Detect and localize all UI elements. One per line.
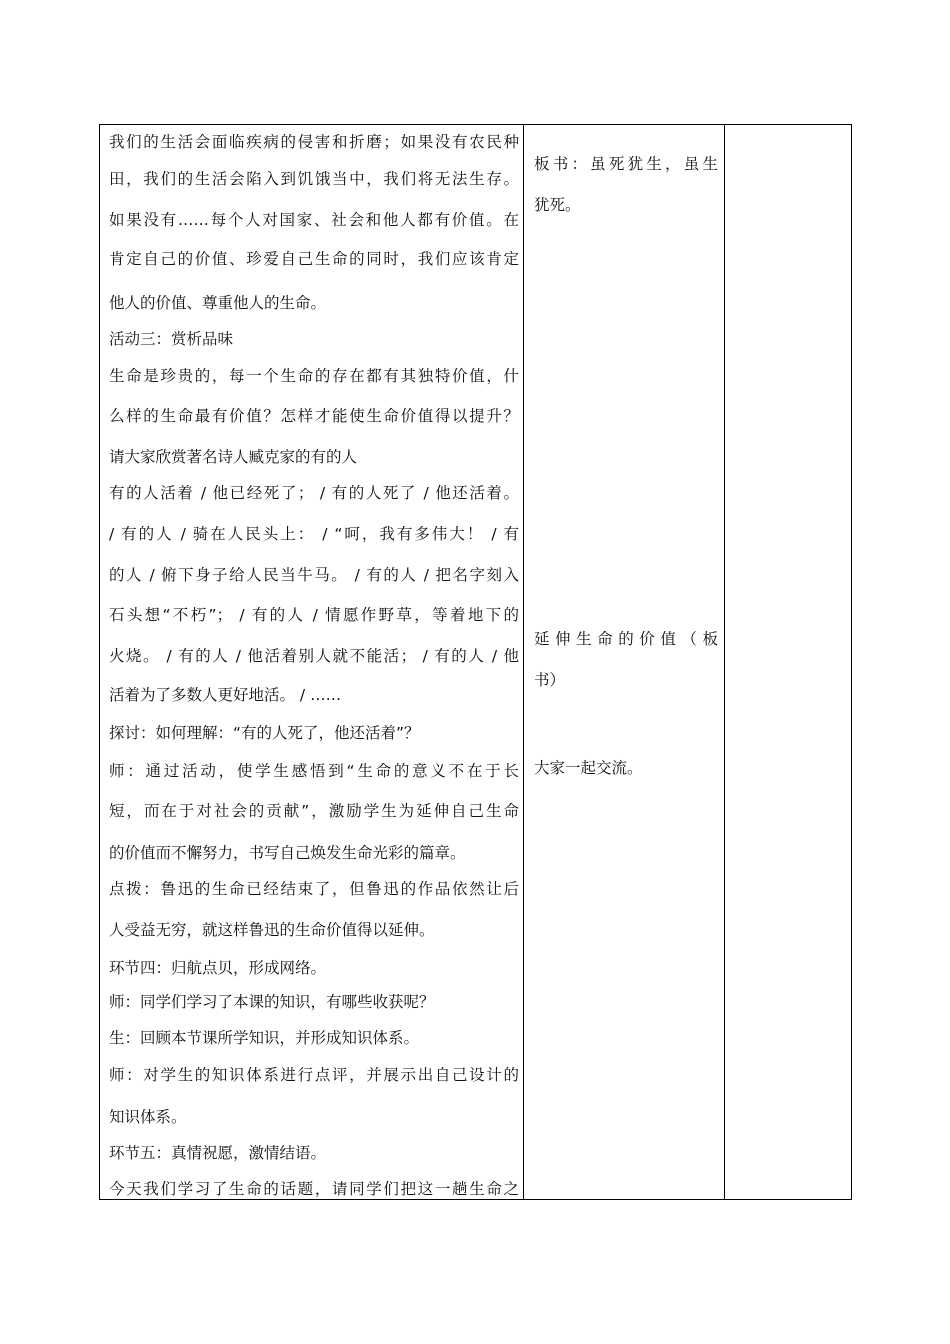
text-line: 点拨：鲁迅的生命已经结束了，但鲁迅的作品依然让后 xyxy=(109,880,519,898)
section-heading: 活动三：赏析品味 xyxy=(109,330,234,348)
text-line: 田，我们的生活会陷入到饥饿当中，我们将无法生存。 xyxy=(109,170,519,188)
poem-line: / 有的人 / 骑在人民头上： / “呵，我有多伟大！ / 有 xyxy=(109,525,519,543)
text-line: 肯定自己的价值、珍爱自己生命的同时，我们应该肯定 xyxy=(109,250,519,268)
lesson-table xyxy=(99,124,852,1200)
column-divider xyxy=(724,125,725,1199)
blackboard-note: 书） xyxy=(534,671,566,689)
text-line: 我们的生活会面临疾病的侵害和折磨；如果没有农民种 xyxy=(109,133,519,151)
text-line: 的价值而不懈努力，书写自己焕发生命光彩的篇章。 xyxy=(109,844,466,862)
activity-note: 大家一起交流。 xyxy=(534,759,643,777)
text-line: 请大家欣赏著名诗人臧克家的有的人 xyxy=(109,448,358,466)
blackboard-note: 延伸生命的价值（板 xyxy=(534,630,718,648)
text-line: 师：同学们学习了本课的知识，有哪些收获呢？ xyxy=(109,993,435,1011)
section-heading: 环节四：归航点贝，形成网络。 xyxy=(109,959,327,977)
poem-line: 活着为了多数人更好地活。 / …… xyxy=(109,686,342,704)
poem-line: 的人 / 俯下身子给人民当牛马。 / 有的人 / 把名字刻入 xyxy=(109,566,519,584)
text-line: 么样的生命最有价值？怎样才能使生命价值得以提升？ xyxy=(109,407,519,425)
text-line: 短，而在于对社会的贡献”，激励学生为延伸自己生命 xyxy=(109,802,519,820)
poem-line: 火烧。 / 有的人 / 他活着别人就不能活； / 有的人 / 他 xyxy=(109,647,519,665)
text-line: 他人的价值、尊重他人的生命。 xyxy=(109,294,327,312)
poem-line: 石头想“不朽”； / 有的人 / 情愿作野草，等着地下的 xyxy=(109,606,519,624)
text-line: 师：通过活动，使学生感悟到“生命的意义不在于长 xyxy=(109,762,519,780)
text-line: 师：对学生的知识体系进行点评，并展示出自己设计的 xyxy=(109,1066,519,1084)
text-line: 今天我们学习了生命的话题，请同学们把这一趟生命之 xyxy=(109,1180,519,1198)
column-divider xyxy=(523,125,524,1199)
poem-line: 有的人活着 / 他已经死了； / 有的人死了 / 他还活着。 xyxy=(109,484,519,502)
text-line: 生命是珍贵的，每一个生命的存在都有其独特价值，什 xyxy=(109,367,519,385)
text-line: 知识体系。 xyxy=(109,1108,187,1126)
text-line: 人受益无穷，就这样鲁迅的生命价值得以延伸。 xyxy=(109,921,435,939)
blackboard-note: 犹死。 xyxy=(534,196,581,214)
section-heading: 环节五：真情祝愿，激情结语。 xyxy=(109,1144,327,1162)
text-line: 生：回顾本节课所学知识，并形成知识体系。 xyxy=(109,1029,420,1047)
text-line: 探讨：如何理解：“有的人死了，他还活着”？ xyxy=(109,724,420,742)
blackboard-note: 板书：虽死犹生，虽生 xyxy=(534,155,718,173)
text-line: 如果没有……每个人对国家、社会和他人都有价值。在 xyxy=(109,211,519,229)
